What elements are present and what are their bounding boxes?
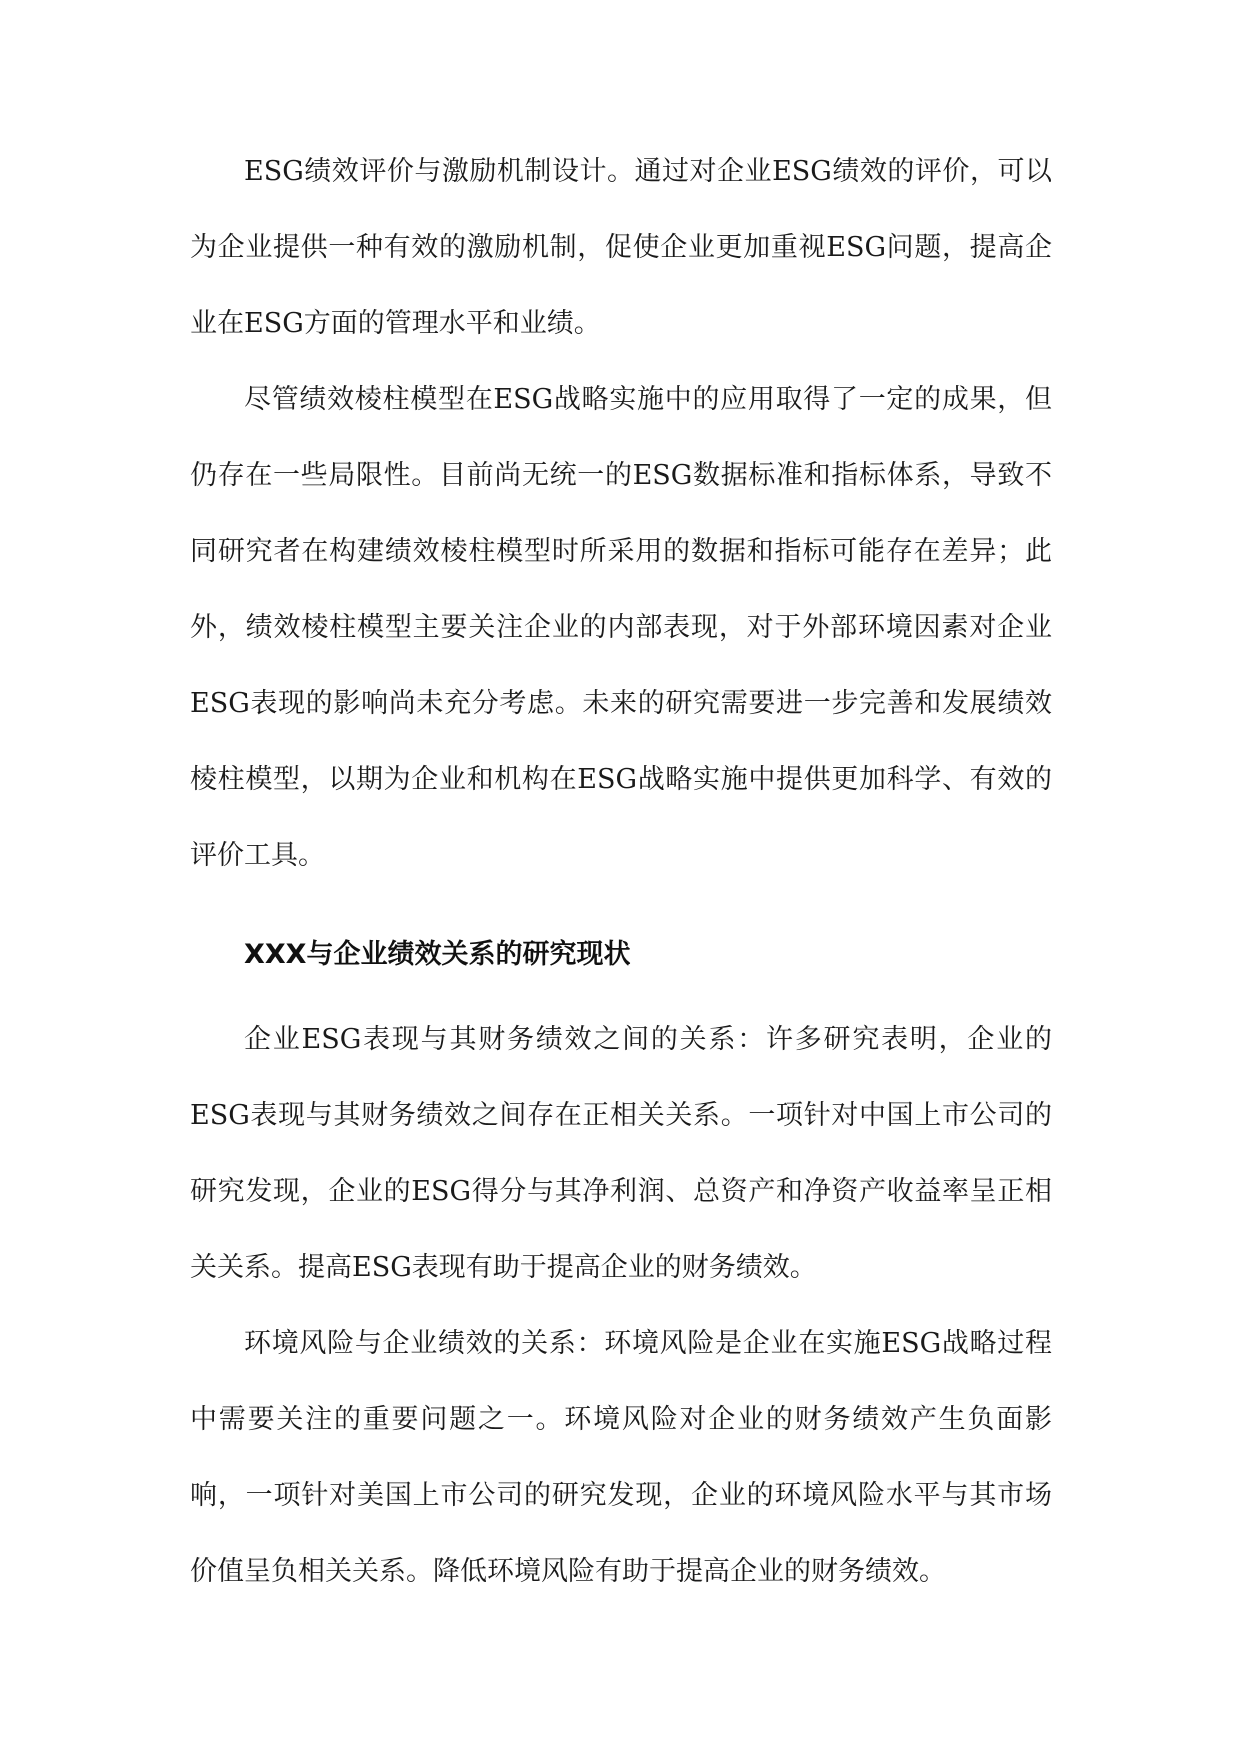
paragraph-environmental-risk: 环境风险与企业绩效的关系：环境风险是企业在实施ESG战略过程中需要关注的重要问题之一。环境风险对企业的财务绩效产生负面影响，一项针对美国上市公司的研究发现，企业的环境风险水平与其市场价值呈负相关关系。降低环境风险有助于提高企业的财务绩效。 [190, 1328, 1052, 1587]
paragraph-esg-evaluation-incentive: ESG绩效评价与激励机制设计。通过对企业ESG绩效的评价，可以为企业提供一种有效的激励机制，促使企业更加重视ESG问题，提高企业在ESG方面的管理水平和业绩。 [190, 156, 1052, 339]
section-heading: XXX与企业绩效关系的研究现状 [244, 939, 631, 970]
paragraph-esg-financial-performance: 企业ESG表现与其财务绩效之间的关系：许多研究表明，企业的ESG表现与其财务绩效之间存在正相关关系。一项针对中国上市公司的研究发现，企业的ESG得分与其净利润、总资产和净资产收益率呈正相关关系。提高ESG表现有助于提高企业的财务绩效。 [190, 1024, 1052, 1283]
paragraph-performance-prism-limitations: 尽管绩效棱柱模型在ESG战略实施中的应用取得了一定的成果，但仍存在一些局限性。目前尚无统一的ESG数据标准和指标体系，导致不同研究者在构建绩效棱柱模型时所采用的数据和指标可能存在差异；此外，绩效棱柱模型主要关注企业的内部表现，对于外部环境因素对企业ESG表现的影响尚未充分考虑。未来的研究需要进一步完善和发展绩效棱柱模型，以期为企业和机构在ESG战略实施中提供更加科学、有效的评价工具。 [190, 384, 1052, 871]
